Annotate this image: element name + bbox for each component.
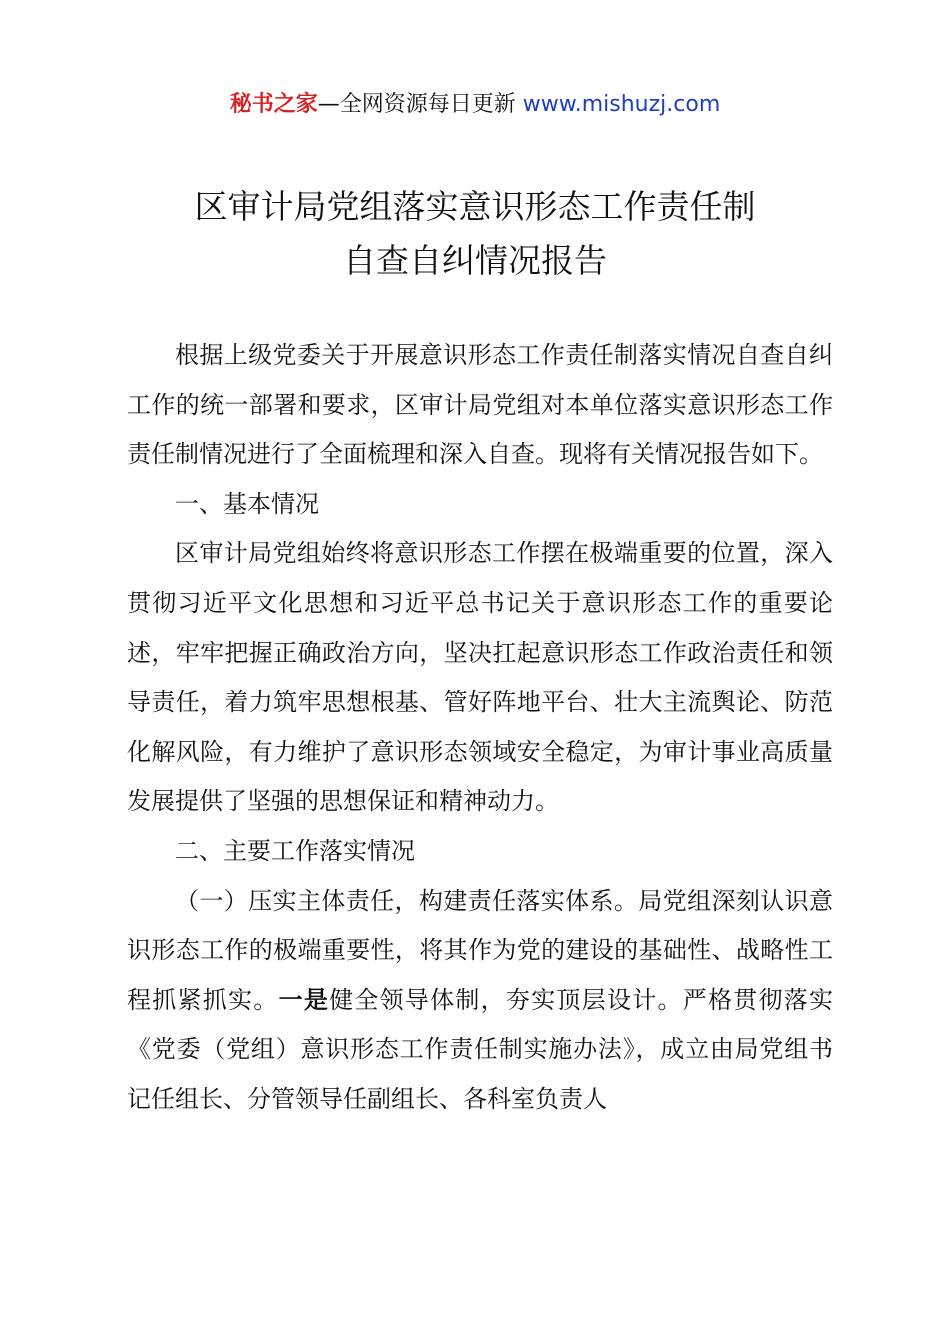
section-2-text-b: 健全领导体制，夯实顶层设计。严格贯彻落实《党委（党组）意识形态工作责任制实施办法》，成立由局党组书记任组长、分管领导任副组长、各科室负责人 bbox=[127, 985, 834, 1113]
site-banner bbox=[0, 88, 950, 122]
document-body bbox=[127, 331, 833, 1125]
banner-brand: 秘书之家 bbox=[229, 92, 318, 117]
section-2-text-a: （一）压实主体责任，构建责任落实体系。局党组深刻认识意识形态工作的极端重要性，将其作为党的建设的基础性、战略性工程抓紧抓实。 bbox=[127, 886, 833, 1014]
title-line-2: 自查自纠情况报告 bbox=[343, 241, 607, 280]
section-1-paragraph: 区审计局党组始终将意识形态工作摆在极端重要的位置，深入贯彻习近平文化思想和习近平总书记关于意识形态工作的重要论述，牢牢把握正确政治方向，坚决扛起意识形态工作政治责任和领导责任，着力筑牢思想根基、管好阵地平台、壮大主流舆论、防范化解风险，有力维护了意识形态领域安全稳定，为审计事业高质量发展提供了坚强的思想保证和精神动力。 bbox=[127, 539, 833, 816]
title-line-1: 区审计局党组落实意识形态工作责任制 bbox=[194, 187, 756, 226]
section-1-heading: 一、基本情况 bbox=[175, 489, 319, 518]
document-title bbox=[0, 180, 950, 288]
section-2-paragraph bbox=[127, 877, 833, 1125]
intro-paragraph: 根据上级党委关于开展意识形态工作责任制落实情况自查自纠工作的统一部署和要求，区审计局党组对本单位落实意识形态工作责任制情况进行了全面梳理和深入自查。现将有关情况报告如下。 bbox=[127, 341, 833, 469]
section-2-heading: 二、主要工作落实情况 bbox=[175, 836, 415, 865]
section-2-bold-marker: 一是 bbox=[278, 985, 330, 1014]
banner-url-link[interactable]: www.mishuzj.com bbox=[522, 92, 721, 117]
banner-slogan: —全网资源每日更新 bbox=[317, 92, 523, 117]
